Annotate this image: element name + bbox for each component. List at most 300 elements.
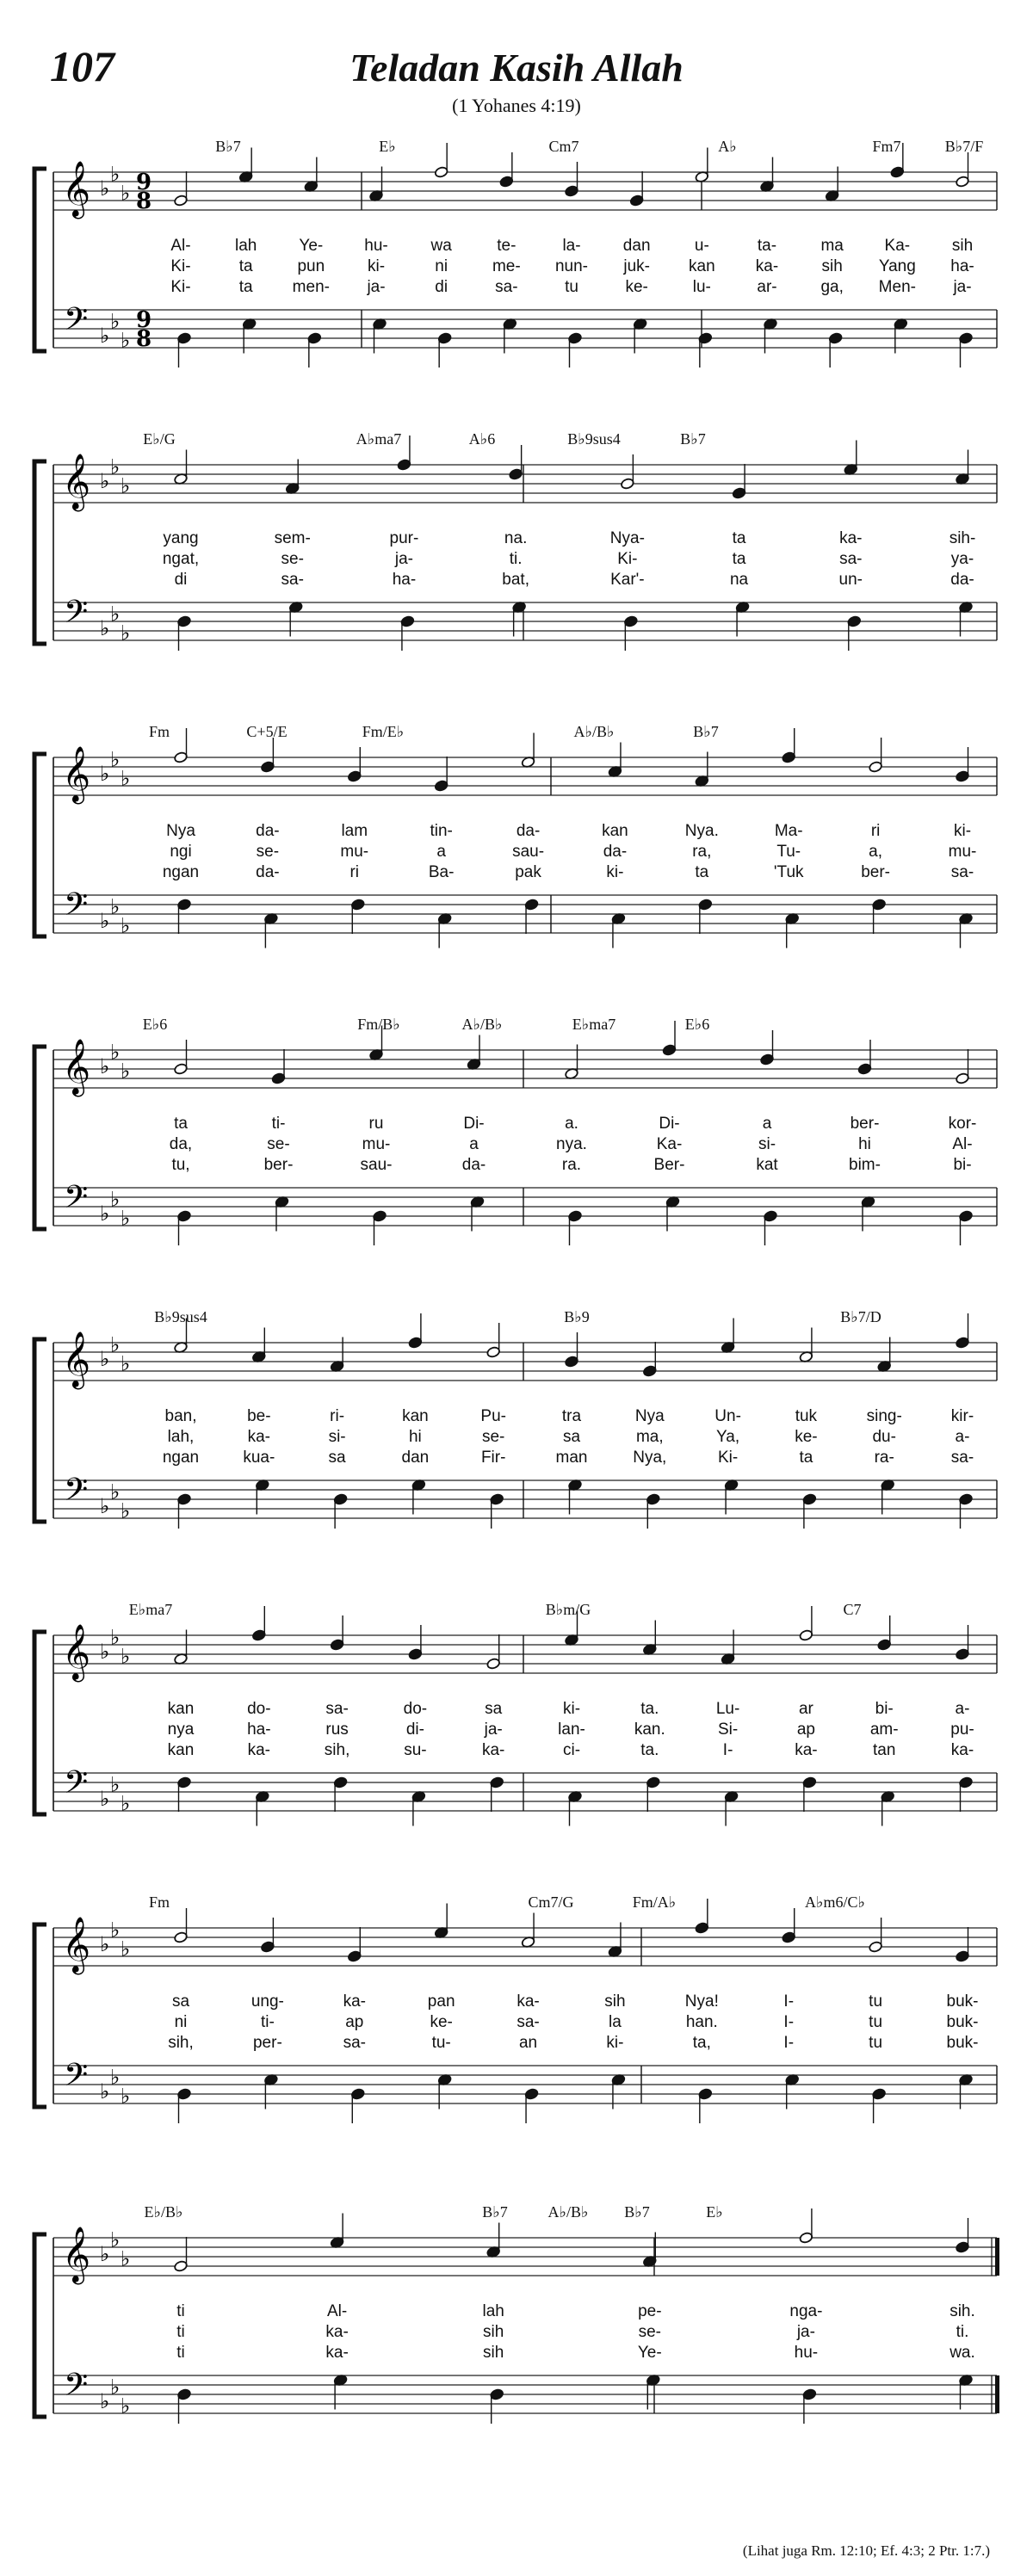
lyric-syllable: ja- <box>394 550 413 568</box>
time-signature-top: 9 <box>136 170 152 195</box>
lyric-syllable: a <box>436 843 446 861</box>
lyric-syllable: ga, <box>820 278 844 296</box>
melody-note <box>799 1328 813 1363</box>
melody-note <box>509 445 523 480</box>
lyric-syllable: Un- <box>714 1407 741 1425</box>
hymn-number: 107 <box>50 42 114 90</box>
bass-note <box>698 2088 713 2123</box>
lyric-syllable: Al- <box>326 2302 348 2320</box>
bass-note <box>177 2388 192 2424</box>
key-signature-flat-icon: ♭ <box>121 1206 131 1231</box>
bass-note <box>959 1776 974 1812</box>
chord-symbol: Fm/E♭ <box>362 723 405 740</box>
lyric-syllable: Ba- <box>428 863 455 881</box>
treble-clef-icon: 𝄞 <box>62 161 91 217</box>
melody-note <box>956 747 970 782</box>
lyric-syllable: Ye- <box>637 2344 662 2362</box>
lyric-syllable: kua- <box>243 1449 275 1467</box>
lyric-syllable: juk- <box>623 257 650 275</box>
treble-clef-icon: 𝄞 <box>62 1331 91 1387</box>
bass-note <box>568 1210 583 1245</box>
lyric-syllable: a <box>469 1135 479 1153</box>
melody-note <box>695 1899 709 1934</box>
key-signature-flat-icon: ♭ <box>100 2242 110 2266</box>
melody-note <box>174 2237 189 2272</box>
key-signature-flat-icon: ♭ <box>100 176 110 201</box>
bass-note <box>959 1210 974 1245</box>
key-signature-flat-icon: ♭ <box>100 2389 110 2413</box>
lyric-syllable: ti- <box>260 2013 275 2031</box>
treble-staff <box>53 1343 997 1381</box>
lyric-syllable: sing- <box>866 1407 902 1425</box>
melody-note <box>521 1913 535 1949</box>
treble-clef-icon: 𝄞 <box>62 1039 91 1095</box>
treble-clef-icon: 𝄞 <box>62 2227 91 2283</box>
lyric-syllable: Ki- <box>170 278 191 296</box>
key-signature-flat-icon: ♭ <box>100 1932 110 1956</box>
score-system <box>0 1584 1033 1859</box>
key-signature-flat-icon: ♭ <box>121 1937 131 1961</box>
bass-note <box>847 615 862 651</box>
lyric-syllable: sa- <box>950 863 974 881</box>
bass-staff <box>53 1480 997 1518</box>
melody-note <box>695 148 709 183</box>
melody-note <box>956 450 970 485</box>
treble-staff <box>53 2238 997 2276</box>
bass-staff <box>53 310 997 348</box>
chord-symbol: Cm7 <box>548 138 579 155</box>
lyric-syllable: ke- <box>625 278 648 296</box>
chord-symbol: B♭7 <box>680 430 706 448</box>
lyric-syllable: Ki- <box>617 550 638 568</box>
lyric-syllable: sa- <box>343 2034 366 2052</box>
bass-note <box>256 1790 270 1825</box>
melody-note <box>347 1927 362 1962</box>
chord-symbol: Fm <box>148 723 170 740</box>
key-signature-flat-icon: ♭ <box>100 2079 110 2103</box>
bass-note <box>333 1493 348 1529</box>
lyric-syllable: Al- <box>170 237 191 255</box>
lyric-syllable: sa <box>562 1428 581 1446</box>
lyric-syllable: ke- <box>430 2013 453 2031</box>
lyric-syllable: sa- <box>325 1700 349 1718</box>
lyric-syllable: ban, <box>164 1407 197 1425</box>
lyric-syllable: sa- <box>516 2013 540 2031</box>
key-signature-flat-icon: ♭ <box>100 1202 110 1226</box>
key-signature-flat-icon: ♭ <box>100 1054 110 1078</box>
score-system <box>0 120 1033 396</box>
chord-symbol: B♭7 <box>215 138 241 155</box>
melody-note <box>956 2218 970 2253</box>
lyric-syllable: ha- <box>392 571 417 589</box>
system-bracket <box>34 1047 46 1229</box>
lyric-syllable: man <box>555 1449 588 1467</box>
lyric-syllable: si- <box>328 1428 346 1446</box>
lyric-syllable: ti <box>176 2302 185 2320</box>
key-signature-flat-icon: ♭ <box>110 454 121 479</box>
bass-note <box>646 1776 661 1812</box>
lyric-syllable: ja- <box>484 1720 503 1739</box>
lyric-syllable: kat <box>756 1156 778 1174</box>
bass-note <box>785 912 800 948</box>
key-signature-flat-icon: ♭ <box>110 1772 121 1797</box>
treble-clef-icon: 𝄞 <box>62 746 91 802</box>
lyric-syllable: men- <box>292 278 330 296</box>
lyric-syllable: am- <box>869 1720 899 1739</box>
lyric-syllable: ka- <box>950 1741 974 1759</box>
bass-clef-icon: 𝄢 <box>64 1179 89 1223</box>
bass-note <box>177 615 192 651</box>
staff-system-graphic <box>0 2186 1033 2444</box>
key-signature-flat-icon: ♭ <box>110 1332 121 1357</box>
lyric-syllable: an <box>518 2034 538 2052</box>
lyric-syllable: sa- <box>281 571 304 589</box>
lyric-syllable: ma, <box>635 1428 664 1446</box>
melody-note <box>608 743 622 778</box>
chord-symbol: B♭7 <box>624 2203 650 2221</box>
bass-clef-icon: 𝄢 <box>64 2367 89 2411</box>
lyric-syllable: se- <box>267 1135 290 1153</box>
melody-note <box>486 2223 501 2258</box>
lyric-syllable: Kar'- <box>610 571 645 589</box>
lyric-syllable: sih <box>604 1992 626 2011</box>
key-signature-flat-icon: ♭ <box>121 1059 131 1084</box>
treble-staff <box>53 1050 997 1088</box>
melody-note <box>174 728 189 763</box>
bass-note <box>959 332 974 368</box>
bass-note <box>568 1790 583 1825</box>
lyric-syllable: su- <box>404 1741 427 1759</box>
bass-clef-icon: 𝄢 <box>64 886 89 930</box>
melody-note <box>869 738 883 773</box>
lyric-syllable: hi <box>408 1428 422 1446</box>
lyric-syllable: sih- <box>949 529 976 547</box>
chord-symbol: E♭6 <box>684 1016 710 1033</box>
lyric-syllable: ap <box>345 2013 364 2031</box>
final-barline-thick <box>995 2238 999 2276</box>
lyric-syllable: mu- <box>340 843 369 861</box>
lyric-syllable: tu <box>869 1992 883 2011</box>
lyric-syllable: kan <box>167 1700 195 1718</box>
lyric-syllable: I- <box>783 1992 795 2011</box>
lyric-syllable: ap <box>796 1720 815 1739</box>
lyric-syllable: ber- <box>850 1115 880 1133</box>
lyric-syllable: tu <box>869 2034 883 2052</box>
lyric-syllable: Ka- <box>884 237 911 255</box>
lyric-syllable: pur- <box>389 529 419 547</box>
lyric-syllable: kan <box>689 257 715 275</box>
lyric-syllable: da- <box>461 1156 486 1174</box>
lyric-syllable: ta <box>695 863 709 881</box>
lyric-syllable: ngan <box>162 863 200 881</box>
key-signature-flat-icon: ♭ <box>121 473 131 498</box>
lyric-syllable: ki- <box>562 1700 581 1718</box>
lyric-syllable: ka- <box>343 1992 366 2011</box>
bass-note <box>764 1210 778 1245</box>
lyric-syllable: di <box>174 571 188 589</box>
lyric-syllable: ha- <box>247 1720 271 1739</box>
lyric-syllable: ta <box>732 550 746 568</box>
lyric-syllable: na <box>729 571 749 589</box>
chord-symbol: A♭/B♭ <box>573 723 615 740</box>
chord-symbol: B♭9sus4 <box>154 1308 207 1325</box>
lyric-syllable: yang <box>163 529 199 547</box>
lyric-syllable: Nya! <box>684 1992 719 2011</box>
lyric-syllable: Ya, <box>716 1428 740 1446</box>
lyric-syllable: ngan <box>162 1449 200 1467</box>
key-signature-flat-icon: ♭ <box>121 2084 131 2109</box>
treble-staff <box>53 1635 997 1673</box>
chord-symbol: A♭6 <box>468 430 496 448</box>
system-bracket <box>34 1924 46 2107</box>
lyric-syllable: I- <box>722 1741 733 1759</box>
bass-note <box>177 899 192 934</box>
lyric-syllable: da- <box>950 571 974 589</box>
bass-note <box>400 615 415 651</box>
bass-note <box>177 2088 192 2123</box>
key-signature-flat-icon: ♭ <box>121 328 131 353</box>
lyric-syllable: ti. <box>956 2323 969 2341</box>
melody-note <box>956 152 970 188</box>
lyric-syllable: sa <box>485 1700 503 1718</box>
lyric-syllable: sem- <box>274 529 311 547</box>
lyric-syllable: I- <box>783 2034 795 2052</box>
key-signature-flat-icon: ♭ <box>121 1498 131 1523</box>
bass-note <box>698 899 713 934</box>
key-signature-flat-icon: ♭ <box>110 894 121 919</box>
lyric-syllable: un- <box>838 571 863 589</box>
lyric-syllable: a, <box>869 843 883 861</box>
hymn-reference: (1 Yohanes 4:19) <box>452 95 581 116</box>
melody-note <box>565 1332 579 1368</box>
lyric-syllable: ka- <box>755 257 779 275</box>
bass-staff <box>53 1188 997 1226</box>
melody-note <box>799 1606 813 1641</box>
treble-clef-icon: 𝄞 <box>62 454 91 510</box>
lyric-syllable: ngat, <box>162 550 200 568</box>
bass-note <box>611 912 626 948</box>
lyric-syllable: lam <box>341 822 368 840</box>
melody-note <box>956 1625 970 1660</box>
key-signature-flat-icon: ♭ <box>121 181 131 206</box>
key-signature-flat-icon: ♭ <box>121 1351 131 1376</box>
key-signature-flat-icon: ♭ <box>110 602 121 627</box>
lyric-syllable: sa- <box>839 550 863 568</box>
chord-symbol: A♭/B♭ <box>461 1016 503 1033</box>
system-bracket <box>34 1632 46 1814</box>
lyric-syllable: sa- <box>495 278 518 296</box>
bass-note <box>177 1776 192 1812</box>
key-signature-flat-icon: ♭ <box>100 1494 110 1518</box>
key-signature-flat-icon: ♭ <box>100 1640 110 1664</box>
lyric-syllable: ta <box>238 257 253 275</box>
lyric-syllable: Nya- <box>609 529 645 547</box>
lyric-syllable: tan <box>872 1741 896 1759</box>
lyric-syllable: ta <box>799 1449 813 1467</box>
lyric-syllable: ber- <box>861 863 891 881</box>
melody-note <box>174 1908 189 1943</box>
bass-note <box>177 1210 192 1245</box>
lyric-syllable: Men- <box>878 278 916 296</box>
chord-symbol: E♭/G <box>143 430 176 448</box>
lyric-syllable: ka- <box>325 2323 349 2341</box>
melody-note <box>643 1342 658 1377</box>
key-signature-flat-icon: ♭ <box>121 913 131 938</box>
melody-note <box>486 1634 501 1670</box>
lyric-syllable: da, <box>169 1135 193 1153</box>
lyric-syllable: sih, <box>324 1741 350 1759</box>
chord-symbol: A♭ma7 <box>356 430 402 448</box>
lyric-syllable: lan- <box>558 1720 585 1739</box>
lyric-syllable: nga- <box>789 2302 823 2320</box>
lyric-syllable: tu <box>869 2013 883 2031</box>
chord-symbol: Cm7/G <box>528 1893 574 1911</box>
lyric-syllable: ka- <box>247 1428 270 1446</box>
lyric-syllable: ta <box>238 278 253 296</box>
melody-note <box>721 1319 735 1354</box>
melody-note <box>869 1918 883 1953</box>
melody-note <box>330 2214 344 2249</box>
lyric-syllable: Nya <box>634 1407 665 1425</box>
lyric-syllable: ta <box>732 529 746 547</box>
lyric-syllable: hu- <box>794 2344 819 2362</box>
key-signature-flat-icon: ♭ <box>121 1791 131 1816</box>
lyric-syllable: ni <box>435 257 448 275</box>
system-bracket <box>34 461 46 644</box>
lyric-syllable: kan <box>602 822 628 840</box>
system-bracket <box>34 169 46 351</box>
key-signature-flat-icon: ♭ <box>110 1918 121 1943</box>
key-signature-flat-icon: ♭ <box>100 909 110 933</box>
lyric-syllable: ar <box>798 1700 813 1718</box>
bass-clef-icon: 𝄢 <box>64 594 89 638</box>
lyric-syllable: kan <box>167 1741 195 1759</box>
lyric-syllable: bi- <box>953 1156 972 1174</box>
lyric-syllable: ri <box>870 822 881 840</box>
lyric-syllable: buk- <box>946 1992 979 2011</box>
lyric-syllable: a. <box>565 1115 578 1133</box>
key-signature-flat-icon: ♭ <box>121 1644 131 1669</box>
melody-note <box>565 162 579 197</box>
lyric-syllable: ri <box>349 863 360 881</box>
chord-symbol: C+5/E <box>246 723 288 740</box>
staff-system-graphic <box>0 120 1033 379</box>
lyric-syllable: do- <box>403 1700 428 1718</box>
lyric-syllable: ke- <box>795 1428 818 1446</box>
bass-note <box>490 1493 504 1529</box>
lyric-syllable: ki- <box>606 2034 624 2052</box>
lyric-syllable: han. <box>685 2013 718 2031</box>
key-signature-flat-icon: ♭ <box>100 616 110 640</box>
lyric-syllable: ja- <box>367 278 386 296</box>
lyric-syllable: di <box>435 278 448 296</box>
melody-note <box>521 733 535 769</box>
bass-note <box>411 1790 426 1825</box>
bass-note <box>959 1493 974 1529</box>
lyric-syllable: Di- <box>463 1115 485 1133</box>
lyric-syllable: nya. <box>556 1135 587 1153</box>
lyric-syllable: sih. <box>949 2302 975 2320</box>
lyric-syllable: Fir- <box>480 1449 506 1467</box>
melody-note <box>499 152 514 188</box>
bass-note <box>490 1776 504 1812</box>
lyric-syllable: da- <box>516 822 541 840</box>
score-system <box>0 706 1033 981</box>
lyric-syllable: sih, <box>168 2034 194 2052</box>
lyric-syllable: tuk <box>795 1407 818 1425</box>
melody-note <box>621 454 635 490</box>
lyric-syllable: do- <box>247 1700 271 1718</box>
lyric-syllable: kor- <box>948 1115 977 1133</box>
melody-note <box>629 171 644 207</box>
bass-staff <box>53 2375 997 2413</box>
lyric-syllable: bi- <box>875 1700 894 1718</box>
lyric-syllable: a- <box>955 1700 970 1718</box>
lyric-syllable: da- <box>603 843 628 861</box>
lyric-syllable: tu- <box>431 2034 451 2052</box>
key-signature-flat-icon: ♭ <box>110 1625 121 1650</box>
lyric-syllable: ni <box>174 2013 188 2031</box>
key-signature-flat-icon: ♭ <box>100 1347 110 1371</box>
melody-note <box>857 1040 872 1075</box>
bass-clef-icon: 𝄢 <box>64 1764 89 1808</box>
bass-note <box>524 899 539 934</box>
melody-note <box>877 1615 892 1651</box>
lyric-syllable: tra <box>561 1407 582 1425</box>
lyric-syllable: 'Tuk <box>773 863 804 881</box>
key-signature-flat-icon: ♭ <box>100 469 110 493</box>
treble-staff <box>53 172 997 210</box>
bass-note <box>724 1790 739 1825</box>
key-signature-flat-icon: ♭ <box>110 1480 121 1504</box>
lyric-syllable: nun- <box>554 257 589 275</box>
lyric-syllable: ung- <box>251 1992 284 2011</box>
lyric-syllable: lah <box>482 2302 504 2320</box>
lyric-syllable: be- <box>247 1407 271 1425</box>
key-signature-flat-icon: ♭ <box>110 1187 121 1212</box>
bass-note <box>350 899 365 934</box>
lyric-syllable: pan <box>427 1992 455 2011</box>
lyric-syllable: per- <box>252 2034 282 2052</box>
melody-note <box>956 1927 970 1962</box>
lyric-syllable: tu, <box>171 1156 190 1174</box>
chord-symbol: C7 <box>843 1601 862 1618</box>
lyric-syllable: ma <box>820 237 844 255</box>
chord-symbol: A♭m6/C♭ <box>805 1893 865 1911</box>
lyric-syllable: Si- <box>717 1720 739 1739</box>
lyric-syllable: buk- <box>946 2013 979 2031</box>
lyric-syllable: bat, <box>502 571 529 589</box>
lyric-syllable: wa. <box>949 2344 975 2362</box>
lyric-syllable: Tu- <box>776 843 801 861</box>
key-signature-flat-icon: ♭ <box>110 2375 121 2400</box>
lyric-syllable: se- <box>281 550 304 568</box>
melody-note <box>261 738 275 773</box>
lyric-syllable: kan. <box>634 1720 665 1739</box>
melody-note <box>408 1313 423 1349</box>
bass-note <box>373 1210 387 1245</box>
time-signature-top: 9 <box>136 307 152 333</box>
lyric-syllable: ti. <box>509 550 523 568</box>
chord-symbol: E♭/B♭ <box>144 2203 183 2221</box>
lyric-syllable: se- <box>481 1428 505 1446</box>
lyric-syllable: ki- <box>367 257 386 275</box>
score-system <box>0 1876 1033 2152</box>
lyric-syllable: u- <box>694 237 709 255</box>
melody-note <box>782 728 796 763</box>
bass-staff <box>53 895 997 933</box>
melody-note <box>434 1904 448 1939</box>
